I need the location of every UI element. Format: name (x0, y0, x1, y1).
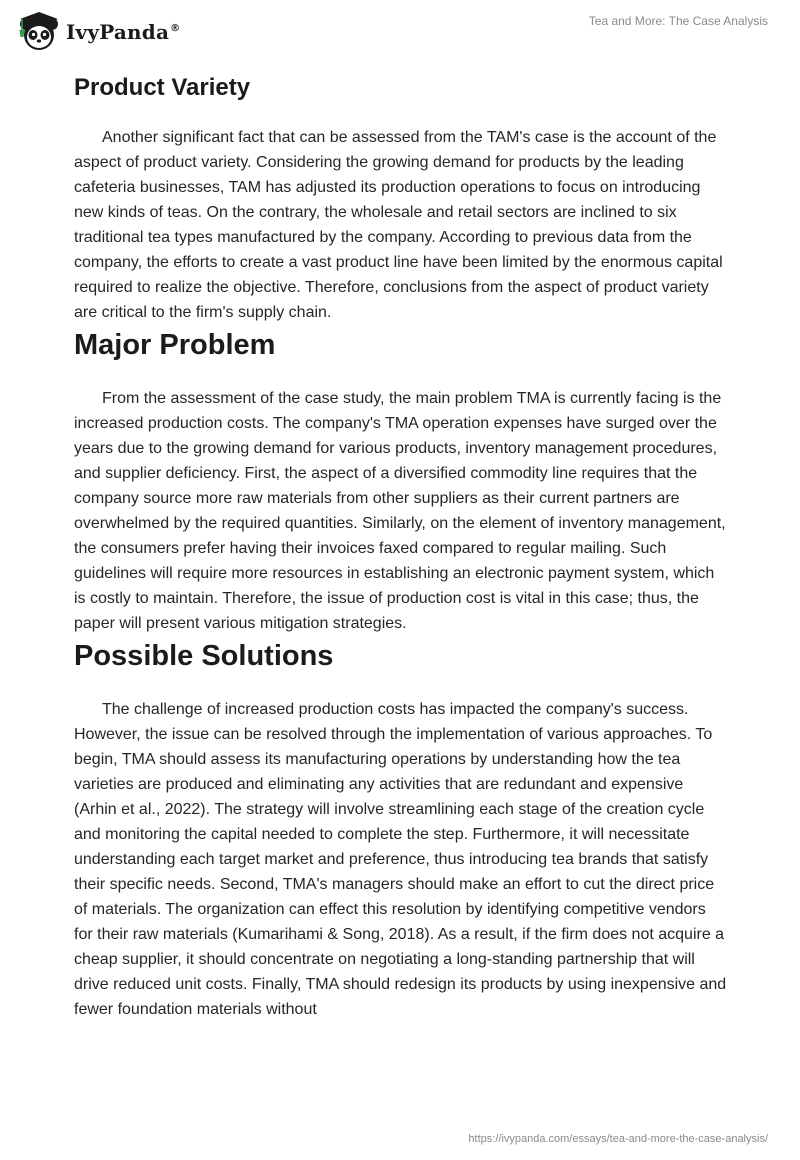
heading-product-variety: Product Variety (74, 74, 251, 101)
logo-text: IvyPanda® (66, 20, 181, 44)
page-header (0, 0, 800, 60)
panda-logo-icon (16, 10, 62, 54)
essay-content (74, 70, 728, 1022)
paragraph-major-problem: From the assessment of the case study, the main problem TMA is currently facing is the increased production costs. The company's TMA operation expenses have surged over the years due to the growing demand for various products, inventory management procedures, and supplier deficiency. First, the aspect of a diversified commodity line requires that the company source more raw materials from other suppliers as their current partners are overwhelmed by the required quantities. Similarly, on the element of inventory management, the consumers prefer having their invoices faxed compared to regular mailing. Such guidelines will require more resources in establishing an electronic payment system, which is costly to maintain. Therefore, the issue of production cost is vital in this case; thus, the paper will present various mitigation strategies. (74, 390, 726, 632)
heading-possible-solutions: Possible Solutions (74, 640, 334, 672)
heading-major-problem: Major Problem (74, 329, 276, 361)
footer-source-url[interactable]: https://ivypanda.com/essays/tea-and-more-the-case-analysis/ (468, 1133, 768, 1145)
ivypanda-logo[interactable] (16, 10, 180, 54)
document-title: Tea and More: The Case Analysis (588, 14, 768, 28)
paragraph-product-variety: Another significant fact that can be assessed from the TAM's case is the account of the aspect of product variety. Considering the growing demand for products by the leading cafeteria businesses, TAM has adjusted its production operations to focus on introducing new kinds of teas. On the contrary, the wholesale and retail sectors are inclined to six traditional tea types manufactured by the company. According to previous data from the company, the efforts to create a vast product line have been limited by the enormous capital required to realize the objective. Therefore, conclusions from the aspect of product variety are critical to the firm's supply chain. (74, 129, 723, 321)
registered-mark: ® (170, 23, 181, 35)
paragraph-possible-solutions: The challenge of increased production costs has impacted the company's success. However, the issue can be resolved through the implementation of various approaches. To begin, TMA should assess its manufacturing operations by understanding how the tea varieties are produced and eliminating any activities that are redundant and expensive (Arhin et al., 2022). The strategy will involve streamlining each stage of the creation cycle and monitoring the capital needed to complete the step. Furthermore, it will necessitate understanding each target market and preference, thus introducing tea brands that satisfy their specific needs. Second, TMA's managers should make an effort to cut the direct price of materials. The organization can effect this resolution by identifying competitive vendors for their raw materials (Kumarihami & Song, 2018). As a result, if the firm does not acquire a cheap supplier, it should concentrate on negotiating a long-standing partnership that will drive reduced unit costs. Finally, TMA should redesign its products by using inexpensive and fewer foundation materials without (74, 701, 727, 1018)
